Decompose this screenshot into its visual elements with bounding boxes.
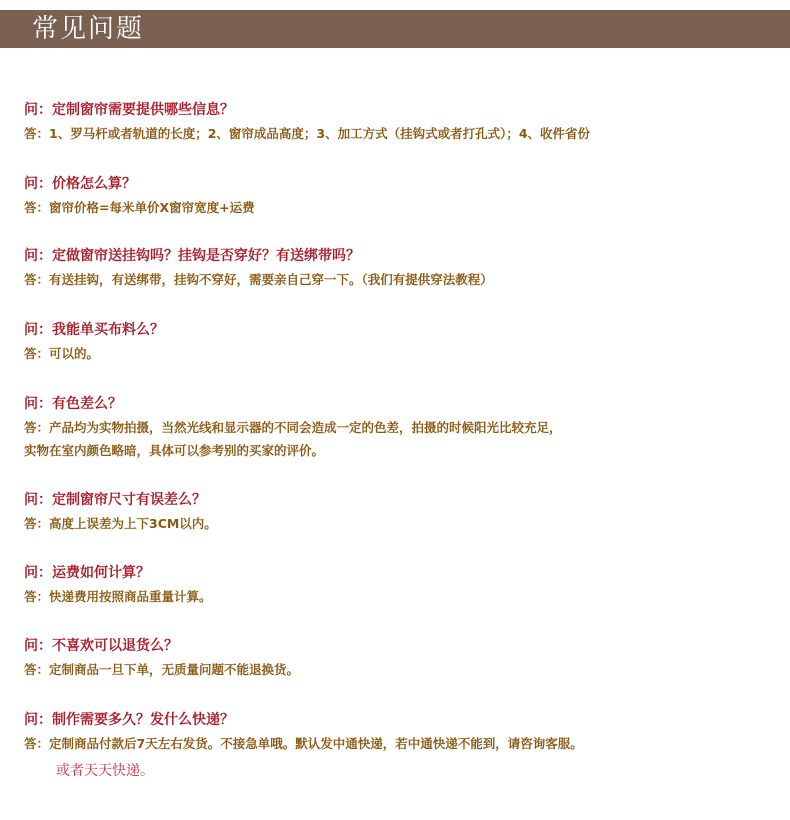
faq-answer: 答：快递费用按照商品重量计算。	[24, 589, 212, 604]
section-header	[0, 10, 790, 48]
faq-answer: 答：高度上误差为上下3CM以内。	[24, 516, 217, 531]
faq-answer: 答：1、罗马杆或者轨道的长度；2、窗帘成品高度；3、加工方式（挂钩式或者打孔式）；4、收件省份	[24, 126, 591, 141]
faq-answer: 答：定制商品一旦下单，无质量问题不能退换货。	[24, 662, 300, 677]
faq-item	[24, 636, 784, 681]
faq-item	[24, 246, 784, 291]
faq-answer: 答：产品均为实物拍摄，当然光线和显示器的不同会造成一定的色差，拍摄的时候阳光比较充足，	[24, 420, 562, 435]
faq-item	[24, 710, 784, 781]
faq-question: 问：运费如何计算？	[24, 565, 150, 581]
faq-question: 问：价格怎么算？	[24, 176, 136, 192]
faq-question: 问：有色差么？	[24, 396, 122, 412]
faq-question: 问：我能单买布料么？	[24, 322, 164, 338]
faq-answer: 答：可以的。	[24, 346, 100, 361]
faq-answer: 答：有送挂钩，有送绑带，挂钩不穿好，需要亲自己穿一下。（我们有提供穿法教程）	[24, 272, 493, 287]
faq-question: 问：不喜欢可以退货么？	[24, 638, 178, 654]
faq-item	[24, 100, 784, 145]
faq-answer: 答：窗帘价格=每米单价X窗帘宽度+运费	[24, 200, 255, 215]
faq-item	[24, 490, 784, 535]
faq-item	[24, 563, 784, 608]
faq-question: 问：制作需要多久？发什么快递？	[24, 712, 234, 728]
faq-question: 问：定制窗帘需要提供哪些信息？	[24, 102, 234, 118]
faq-question: 问：定做窗帘送挂钩吗？挂钩是否穿好？有送绑带吗？	[24, 248, 360, 264]
faq-item	[24, 320, 784, 365]
faq-answer: 答：定制商品付款后7天左右发货。不接急单哦。默认发中通快递，若中通快递不能到，请咨询客服。	[24, 736, 583, 751]
faq-question: 问：定制窗帘尺寸有误差么？	[24, 492, 206, 508]
faq-item	[24, 394, 784, 463]
faq-item	[24, 174, 784, 219]
page-title: 常见问题	[32, 14, 145, 44]
faq-answer-note: 或者天天快递。	[56, 763, 154, 779]
faq-answer-continued: 实物在室内颜色略暗，具体可以参考别的买家的评价。	[24, 443, 325, 458]
